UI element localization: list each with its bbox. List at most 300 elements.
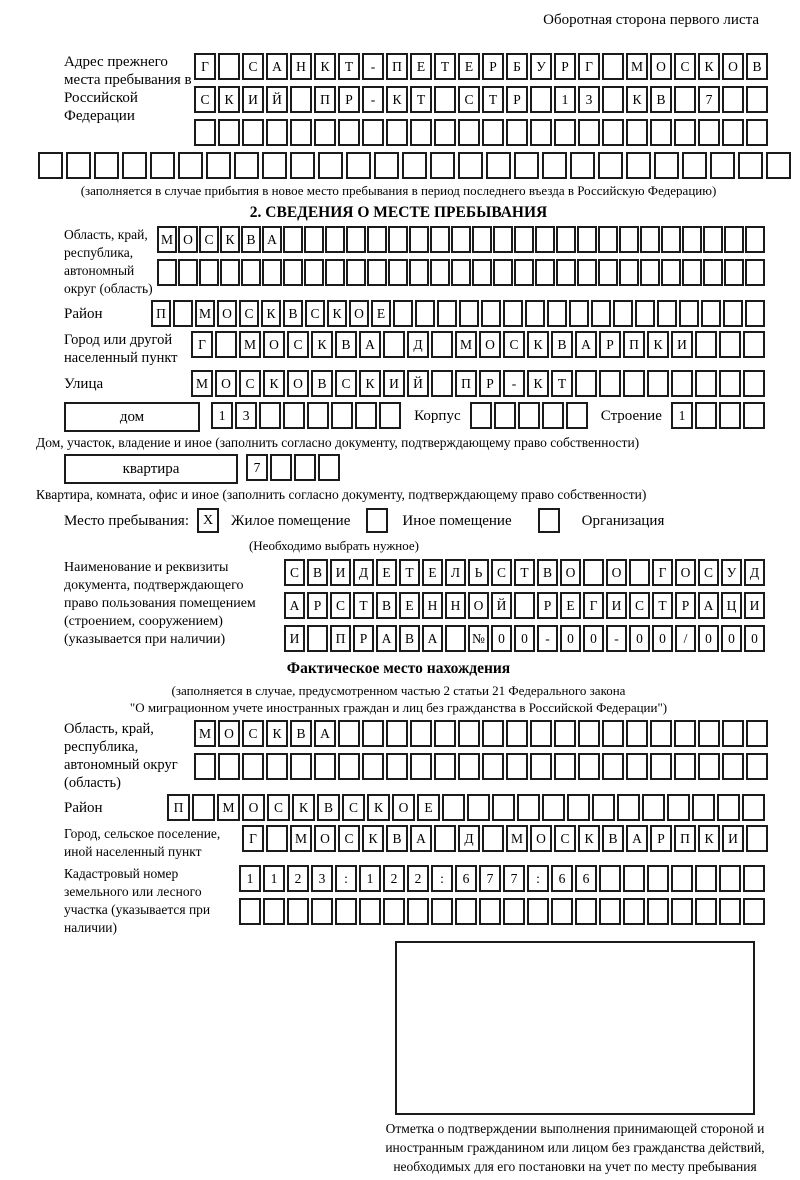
char-cell[interactable]: В	[746, 53, 768, 80]
char-cell[interactable]	[242, 753, 264, 780]
char-cell[interactable]	[674, 753, 696, 780]
char-cell[interactable]: С	[194, 86, 216, 113]
char-cell[interactable]	[575, 898, 597, 925]
char-cell[interactable]: Г	[191, 331, 213, 358]
char-cell[interactable]	[199, 259, 219, 286]
char-cell[interactable]	[743, 370, 765, 397]
char-cell[interactable]	[695, 865, 717, 892]
char-cell[interactable]	[346, 226, 366, 253]
char-cell[interactable]	[218, 119, 240, 146]
char-cell[interactable]: К	[292, 794, 315, 821]
char-cell[interactable]: М	[195, 300, 215, 327]
char-cell[interactable]	[692, 794, 715, 821]
char-cell[interactable]	[640, 259, 660, 286]
char-cell[interactable]	[569, 300, 589, 327]
char-cell[interactable]: Т	[399, 559, 420, 586]
char-cell[interactable]: М	[455, 331, 477, 358]
char-cell[interactable]: О	[468, 592, 489, 619]
char-cell[interactable]	[481, 300, 501, 327]
char-cell[interactable]	[442, 794, 465, 821]
char-cell[interactable]: П	[455, 370, 477, 397]
char-cell[interactable]: Т	[353, 592, 374, 619]
char-cell[interactable]	[482, 825, 504, 852]
char-cell[interactable]	[640, 226, 660, 253]
char-cell[interactable]: О	[287, 370, 309, 397]
char-cell[interactable]	[388, 226, 408, 253]
char-cell[interactable]	[654, 152, 679, 179]
char-cell[interactable]: К	[314, 53, 336, 80]
char-cell[interactable]	[743, 898, 765, 925]
char-cell[interactable]	[318, 454, 340, 481]
char-cell[interactable]	[431, 370, 453, 397]
char-cell[interactable]	[150, 152, 175, 179]
char-cell[interactable]: К	[527, 370, 549, 397]
char-cell[interactable]	[617, 794, 640, 821]
char-cell[interactable]	[746, 119, 768, 146]
char-cell[interactable]: Р	[479, 370, 501, 397]
char-cell[interactable]	[717, 794, 740, 821]
char-cell[interactable]	[619, 259, 639, 286]
char-cell[interactable]	[402, 152, 427, 179]
char-cell[interactable]: М	[239, 331, 261, 358]
checkbox-other-premises[interactable]	[366, 508, 388, 533]
char-cell[interactable]: -	[606, 625, 627, 652]
char-cell[interactable]	[314, 119, 336, 146]
char-cell[interactable]	[745, 300, 765, 327]
char-cell[interactable]: Р	[506, 86, 528, 113]
char-cell[interactable]: О	[242, 794, 265, 821]
char-cell[interactable]: Е	[410, 53, 432, 80]
char-cell[interactable]	[527, 898, 549, 925]
char-cell[interactable]: Л	[445, 559, 466, 586]
char-cell[interactable]: И	[242, 86, 264, 113]
char-cell[interactable]	[703, 259, 723, 286]
char-cell[interactable]: В	[386, 825, 408, 852]
char-cell[interactable]	[679, 300, 699, 327]
char-cell[interactable]: В	[376, 592, 397, 619]
char-cell[interactable]	[722, 86, 744, 113]
char-cell[interactable]	[635, 300, 655, 327]
char-cell[interactable]	[746, 86, 768, 113]
char-cell[interactable]: А	[575, 331, 597, 358]
char-cell[interactable]	[178, 259, 198, 286]
char-cell[interactable]	[283, 402, 305, 429]
char-cell[interactable]	[467, 794, 490, 821]
char-cell[interactable]: А	[422, 625, 443, 652]
char-cell[interactable]	[506, 720, 528, 747]
char-cell[interactable]	[458, 753, 480, 780]
char-cell[interactable]: :	[527, 865, 549, 892]
char-cell[interactable]: И	[744, 592, 765, 619]
char-cell[interactable]: К	[218, 86, 240, 113]
char-cell[interactable]	[434, 720, 456, 747]
char-cell[interactable]	[567, 794, 590, 821]
char-cell[interactable]	[383, 331, 405, 358]
char-cell[interactable]	[386, 753, 408, 780]
char-cell[interactable]: 7	[479, 865, 501, 892]
char-cell[interactable]: Ц	[721, 592, 742, 619]
char-cell[interactable]	[695, 402, 717, 429]
char-cell[interactable]	[362, 720, 384, 747]
char-cell[interactable]: О	[215, 370, 237, 397]
char-cell[interactable]	[220, 259, 240, 286]
char-cell[interactable]	[94, 152, 119, 179]
char-cell[interactable]: К	[220, 226, 240, 253]
char-cell[interactable]: К	[698, 825, 720, 852]
char-cell[interactable]	[698, 119, 720, 146]
char-cell[interactable]	[66, 152, 91, 179]
char-cell[interactable]: А	[698, 592, 719, 619]
char-cell[interactable]: В	[335, 331, 357, 358]
char-cell[interactable]: Й	[266, 86, 288, 113]
char-cell[interactable]	[525, 300, 545, 327]
char-cell[interactable]: К	[527, 331, 549, 358]
char-cell[interactable]	[661, 259, 681, 286]
char-cell[interactable]	[482, 119, 504, 146]
char-cell[interactable]	[445, 625, 466, 652]
char-cell[interactable]: К	[266, 720, 288, 747]
char-cell[interactable]	[623, 898, 645, 925]
char-cell[interactable]: -	[503, 370, 525, 397]
char-cell[interactable]: П	[314, 86, 336, 113]
char-cell[interactable]: Г	[652, 559, 673, 586]
char-cell[interactable]: №	[468, 625, 489, 652]
char-cell[interactable]	[650, 720, 672, 747]
char-cell[interactable]	[701, 300, 721, 327]
char-cell[interactable]: С	[242, 53, 264, 80]
char-cell[interactable]: 6	[551, 865, 573, 892]
char-cell[interactable]	[602, 720, 624, 747]
char-cell[interactable]	[325, 226, 345, 253]
char-cell[interactable]	[626, 119, 648, 146]
char-cell[interactable]	[287, 898, 309, 925]
char-cell[interactable]	[362, 119, 384, 146]
char-cell[interactable]: :	[431, 865, 453, 892]
char-cell[interactable]	[554, 119, 576, 146]
char-cell[interactable]: 1	[239, 865, 261, 892]
char-cell[interactable]: С	[674, 53, 696, 80]
char-cell[interactable]: О	[530, 825, 552, 852]
char-cell[interactable]: С	[284, 559, 305, 586]
char-cell[interactable]	[407, 898, 429, 925]
char-cell[interactable]: П	[167, 794, 190, 821]
char-cell[interactable]	[742, 794, 765, 821]
char-cell[interactable]	[290, 86, 312, 113]
char-cell[interactable]	[682, 259, 702, 286]
char-cell[interactable]	[325, 259, 345, 286]
char-cell[interactable]: К	[386, 86, 408, 113]
char-cell[interactable]: О	[218, 720, 240, 747]
char-cell[interactable]	[415, 300, 435, 327]
char-cell[interactable]: П	[386, 53, 408, 80]
char-cell[interactable]	[746, 720, 768, 747]
char-cell[interactable]: И	[383, 370, 405, 397]
char-cell[interactable]: С	[305, 300, 325, 327]
char-cell[interactable]	[307, 625, 328, 652]
char-cell[interactable]	[724, 226, 744, 253]
char-cell[interactable]: А	[410, 825, 432, 852]
char-cell[interactable]	[458, 720, 480, 747]
char-cell[interactable]: Т	[482, 86, 504, 113]
char-cell[interactable]	[242, 119, 264, 146]
char-cell[interactable]: О	[178, 226, 198, 253]
char-cell[interactable]: С	[199, 226, 219, 253]
char-cell[interactable]: М	[506, 825, 528, 852]
char-cell[interactable]	[623, 865, 645, 892]
char-cell[interactable]	[514, 226, 534, 253]
char-cell[interactable]	[650, 753, 672, 780]
char-cell[interactable]	[318, 152, 343, 179]
char-cell[interactable]	[613, 300, 633, 327]
char-cell[interactable]	[283, 259, 303, 286]
char-cell[interactable]	[514, 259, 534, 286]
char-cell[interactable]: В	[537, 559, 558, 586]
char-cell[interactable]	[386, 720, 408, 747]
char-cell[interactable]	[262, 152, 287, 179]
char-cell[interactable]: М	[157, 226, 177, 253]
char-cell[interactable]: 0	[721, 625, 742, 652]
char-cell[interactable]	[542, 152, 567, 179]
char-cell[interactable]: К	[578, 825, 600, 852]
char-cell[interactable]	[290, 753, 312, 780]
char-cell[interactable]: Р	[599, 331, 621, 358]
char-cell[interactable]	[38, 152, 63, 179]
char-cell[interactable]: М	[194, 720, 216, 747]
house-widebox[interactable]: дом	[64, 402, 200, 432]
char-cell[interactable]	[355, 402, 377, 429]
char-cell[interactable]	[434, 86, 456, 113]
char-cell[interactable]	[472, 259, 492, 286]
char-cell[interactable]	[671, 370, 693, 397]
char-cell[interactable]	[122, 152, 147, 179]
char-cell[interactable]	[493, 259, 513, 286]
char-cell[interactable]	[599, 865, 621, 892]
char-cell[interactable]: О	[650, 53, 672, 80]
char-cell[interactable]	[517, 794, 540, 821]
char-cell[interactable]: /	[675, 625, 696, 652]
char-cell[interactable]: 0	[514, 625, 535, 652]
char-cell[interactable]: О	[560, 559, 581, 586]
char-cell[interactable]	[542, 794, 565, 821]
char-cell[interactable]	[599, 370, 621, 397]
char-cell[interactable]: М	[191, 370, 213, 397]
char-cell[interactable]: -	[537, 625, 558, 652]
char-cell[interactable]	[514, 152, 539, 179]
char-cell[interactable]: Г	[583, 592, 604, 619]
char-cell[interactable]: А	[376, 625, 397, 652]
char-cell[interactable]: О	[479, 331, 501, 358]
char-cell[interactable]	[530, 119, 552, 146]
char-cell[interactable]	[506, 119, 528, 146]
char-cell[interactable]: А	[284, 592, 305, 619]
char-cell[interactable]	[266, 119, 288, 146]
char-cell[interactable]: А	[314, 720, 336, 747]
char-cell[interactable]: В	[650, 86, 672, 113]
char-cell[interactable]	[723, 300, 743, 327]
char-cell[interactable]	[570, 152, 595, 179]
char-cell[interactable]: Е	[560, 592, 581, 619]
char-cell[interactable]	[431, 898, 453, 925]
char-cell[interactable]	[719, 898, 741, 925]
char-cell[interactable]	[493, 226, 513, 253]
char-cell[interactable]	[647, 865, 669, 892]
char-cell[interactable]: 7	[503, 865, 525, 892]
char-cell[interactable]	[602, 753, 624, 780]
char-cell[interactable]	[514, 592, 535, 619]
char-cell[interactable]	[518, 402, 540, 429]
char-cell[interactable]: К	[647, 331, 669, 358]
char-cell[interactable]	[566, 402, 588, 429]
char-cell[interactable]: К	[359, 370, 381, 397]
char-cell[interactable]: Т	[652, 592, 673, 619]
char-cell[interactable]: К	[327, 300, 347, 327]
char-cell[interactable]	[458, 119, 480, 146]
char-cell[interactable]	[647, 370, 669, 397]
char-cell[interactable]	[482, 753, 504, 780]
char-cell[interactable]	[575, 370, 597, 397]
char-cell[interactable]	[577, 226, 597, 253]
char-cell[interactable]: К	[362, 825, 384, 852]
char-cell[interactable]	[331, 402, 353, 429]
char-cell[interactable]: 3	[235, 402, 257, 429]
char-cell[interactable]: И	[284, 625, 305, 652]
char-cell[interactable]: А	[262, 226, 282, 253]
char-cell[interactable]	[671, 898, 693, 925]
char-cell[interactable]: В	[290, 720, 312, 747]
char-cell[interactable]: Е	[417, 794, 440, 821]
char-cell[interactable]: К	[367, 794, 390, 821]
char-cell[interactable]	[695, 370, 717, 397]
char-cell[interactable]	[486, 152, 511, 179]
char-cell[interactable]	[766, 152, 791, 179]
char-cell[interactable]	[551, 898, 573, 925]
char-cell[interactable]: С	[503, 331, 525, 358]
char-cell[interactable]	[482, 720, 504, 747]
char-cell[interactable]: Р	[482, 53, 504, 80]
char-cell[interactable]: М	[290, 825, 312, 852]
char-cell[interactable]	[270, 454, 292, 481]
char-cell[interactable]	[598, 152, 623, 179]
char-cell[interactable]	[746, 753, 768, 780]
char-cell[interactable]	[602, 86, 624, 113]
char-cell[interactable]	[535, 259, 555, 286]
char-cell[interactable]: 2	[287, 865, 309, 892]
char-cell[interactable]: А	[266, 53, 288, 80]
char-cell[interactable]: Р	[537, 592, 558, 619]
char-cell[interactable]	[307, 402, 329, 429]
char-cell[interactable]	[626, 720, 648, 747]
char-cell[interactable]: И	[330, 559, 351, 586]
char-cell[interactable]	[503, 300, 523, 327]
char-cell[interactable]: 1	[671, 402, 693, 429]
char-cell[interactable]: 2	[383, 865, 405, 892]
char-cell[interactable]: 0	[629, 625, 650, 652]
char-cell[interactable]	[239, 898, 261, 925]
char-cell[interactable]: Т	[410, 86, 432, 113]
char-cell[interactable]	[451, 259, 471, 286]
char-cell[interactable]: П	[674, 825, 696, 852]
char-cell[interactable]: С	[242, 720, 264, 747]
char-cell[interactable]: 3	[311, 865, 333, 892]
char-cell[interactable]: Г	[194, 53, 216, 80]
char-cell[interactable]: Е	[376, 559, 397, 586]
char-cell[interactable]: С	[458, 86, 480, 113]
char-cell[interactable]	[346, 152, 371, 179]
char-cell[interactable]	[578, 119, 600, 146]
char-cell[interactable]: К	[263, 370, 285, 397]
char-cell[interactable]	[218, 753, 240, 780]
char-cell[interactable]: В	[399, 625, 420, 652]
char-cell[interactable]	[410, 720, 432, 747]
char-cell[interactable]: К	[626, 86, 648, 113]
char-cell[interactable]: 1	[263, 865, 285, 892]
char-cell[interactable]	[437, 300, 457, 327]
char-cell[interactable]	[379, 402, 401, 429]
char-cell[interactable]	[719, 331, 741, 358]
char-cell[interactable]	[410, 119, 432, 146]
char-cell[interactable]: С	[342, 794, 365, 821]
char-cell[interactable]: О	[314, 825, 336, 852]
char-cell[interactable]: 1	[554, 86, 576, 113]
char-cell[interactable]: 6	[575, 865, 597, 892]
char-cell[interactable]: О	[349, 300, 369, 327]
char-cell[interactable]	[619, 226, 639, 253]
char-cell[interactable]	[283, 226, 303, 253]
char-cell[interactable]: 0	[698, 625, 719, 652]
char-cell[interactable]: П	[623, 331, 645, 358]
char-cell[interactable]: П	[330, 625, 351, 652]
char-cell[interactable]: 6	[455, 865, 477, 892]
char-cell[interactable]	[746, 825, 768, 852]
char-cell[interactable]: В	[283, 300, 303, 327]
char-cell[interactable]	[494, 402, 516, 429]
char-cell[interactable]	[530, 720, 552, 747]
char-cell[interactable]: В	[551, 331, 573, 358]
char-cell[interactable]	[626, 152, 651, 179]
char-cell[interactable]	[667, 794, 690, 821]
char-cell[interactable]	[434, 119, 456, 146]
char-cell[interactable]	[578, 753, 600, 780]
char-cell[interactable]: -	[362, 86, 384, 113]
char-cell[interactable]	[451, 226, 471, 253]
char-cell[interactable]: 1	[359, 865, 381, 892]
char-cell[interactable]	[434, 825, 456, 852]
char-cell[interactable]	[671, 865, 693, 892]
char-cell[interactable]	[262, 259, 282, 286]
char-cell[interactable]	[383, 898, 405, 925]
char-cell[interactable]	[506, 753, 528, 780]
char-cell[interactable]	[598, 259, 618, 286]
char-cell[interactable]	[492, 794, 515, 821]
char-cell[interactable]: С	[698, 559, 719, 586]
char-cell[interactable]	[359, 898, 381, 925]
char-cell[interactable]	[674, 720, 696, 747]
char-cell[interactable]	[703, 226, 723, 253]
char-cell[interactable]	[602, 119, 624, 146]
char-cell[interactable]: У	[530, 53, 552, 80]
char-cell[interactable]	[556, 226, 576, 253]
char-cell[interactable]	[304, 226, 324, 253]
char-cell[interactable]: Т	[434, 53, 456, 80]
char-cell[interactable]	[388, 259, 408, 286]
char-cell[interactable]: 0	[491, 625, 512, 652]
char-cell[interactable]	[650, 119, 672, 146]
char-cell[interactable]: С	[629, 592, 650, 619]
char-cell[interactable]	[157, 259, 177, 286]
char-cell[interactable]	[743, 402, 765, 429]
char-cell[interactable]: О	[217, 300, 237, 327]
char-cell[interactable]	[386, 119, 408, 146]
